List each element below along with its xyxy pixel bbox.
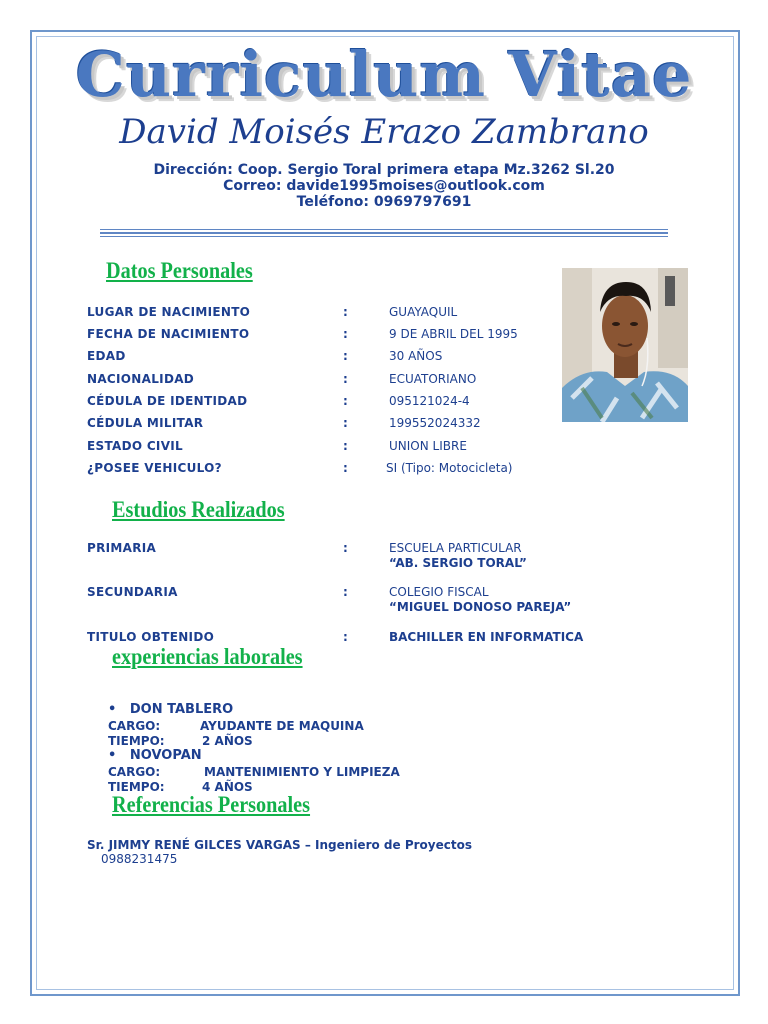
cv-title: Curriculum Vitae: [75, 38, 693, 111]
row-value: UNION LIBRE: [389, 439, 467, 453]
job-cargo-value: MANTENIMIENTO Y LIMPIEZA: [204, 765, 400, 779]
job-cargo-label: CARGO:: [108, 719, 161, 733]
profile-photo: [562, 268, 688, 422]
bullet-icon: •: [108, 748, 117, 763]
bullet-icon: •: [108, 702, 117, 717]
row-value-institution: “MIGUEL DONOSO PAREJA”: [389, 600, 572, 614]
job-company-name: DON TABLERO: [129, 702, 234, 717]
row-value: 095121024-4: [389, 394, 470, 408]
job-company: [108, 702, 233, 717]
study-row-continuation: [87, 556, 707, 574]
row-colon: :: [343, 585, 348, 599]
job-tiempo-label: TIEMPO:: [108, 780, 165, 794]
row-label: FECHA DE NACIMIENTO: [87, 327, 250, 341]
row-value: 9 DE ABRIL DEL 1995: [389, 327, 518, 341]
row-colon: :: [343, 305, 348, 319]
row-value: 30 AÑOS: [389, 349, 443, 363]
row-value: 199552024332: [389, 416, 481, 430]
row-label: LUGAR DE NACIMIENTO: [87, 305, 251, 319]
row-colon: :: [343, 461, 348, 475]
job-cargo-value: AYUDANTE DE MAQUINA: [200, 719, 364, 733]
row-label: ESTADO CIVIL: [87, 439, 183, 453]
row-label: TITULO OBTENIDO: [87, 630, 215, 644]
row-value: ECUATORIANO: [389, 372, 477, 386]
row-label: NACIONALIDAD: [87, 372, 195, 386]
applicant-name: David Moisés Erazo Zambrano: [119, 112, 649, 152]
reference-role: – Ingeniero de Proyectos: [300, 838, 472, 852]
row-label: PRIMARIA: [87, 541, 157, 555]
job-company-name: NOVOPAN: [129, 748, 202, 763]
personal-row: [87, 461, 707, 479]
reference-line: [87, 838, 472, 852]
row-colon: :: [343, 416, 348, 430]
row-value: GUAYAQUIL: [389, 305, 458, 319]
row-label: CÉDULA DE IDENTIDAD: [87, 394, 248, 408]
study-row-continuation: [87, 600, 707, 618]
section-title-references: Referencias Personales: [112, 792, 311, 817]
row-colon: :: [343, 394, 348, 408]
job-tiempo-label: TIEMPO:: [108, 734, 165, 748]
job-tiempo-value: 4 AÑOS: [202, 780, 253, 794]
row-colon: :: [343, 372, 348, 386]
section-title-studies: Estudios Realizados: [112, 497, 285, 522]
row-label: CÉDULA MILITAR: [87, 416, 204, 430]
job-cargo-label: CARGO:: [108, 765, 161, 779]
section-title-personal: Datos Personales: [106, 258, 253, 283]
row-colon: :: [343, 541, 348, 555]
contact-address: Dirección: Coop. Sergio Toral primera etapa Mz.3262 Sl.20: [153, 162, 615, 178]
row-value: SI (Tipo: Motocicleta): [386, 461, 513, 475]
header-divider-middle: [100, 232, 668, 234]
contact-phone: Teléfono: 0969797691: [296, 194, 472, 210]
job-company: [108, 748, 202, 763]
row-label: SECUNDARIA: [87, 585, 178, 599]
row-value: COLEGIO FISCAL: [389, 585, 489, 599]
contact-email: Correo: davide1995moises@outlook.com: [223, 178, 545, 194]
personal-row: [87, 439, 707, 457]
row-colon: :: [343, 349, 348, 363]
job-tiempo-value: 2 AÑOS: [202, 734, 253, 748]
profile-photo-image: [562, 268, 688, 422]
header-divider-top: [100, 229, 668, 230]
row-value: ESCUELA PARTICULAR: [389, 541, 522, 555]
row-value-institution: “AB. SERGIO TORAL”: [389, 556, 527, 570]
section-title-experience: experiencias laborales: [112, 644, 303, 669]
row-label: ¿POSEE VEHICULO?: [87, 461, 222, 475]
row-colon: :: [343, 327, 348, 341]
row-colon: :: [343, 439, 348, 453]
row-label: EDAD: [87, 349, 126, 363]
reference-name: Sr. JIMMY RENÉ GILCES VARGAS: [87, 838, 301, 852]
row-value: BACHILLER EN INFORMATICA: [389, 630, 584, 644]
row-colon: :: [343, 630, 348, 644]
reference-phone: 0988231475: [101, 852, 178, 866]
header-divider-bottom: [100, 236, 668, 237]
